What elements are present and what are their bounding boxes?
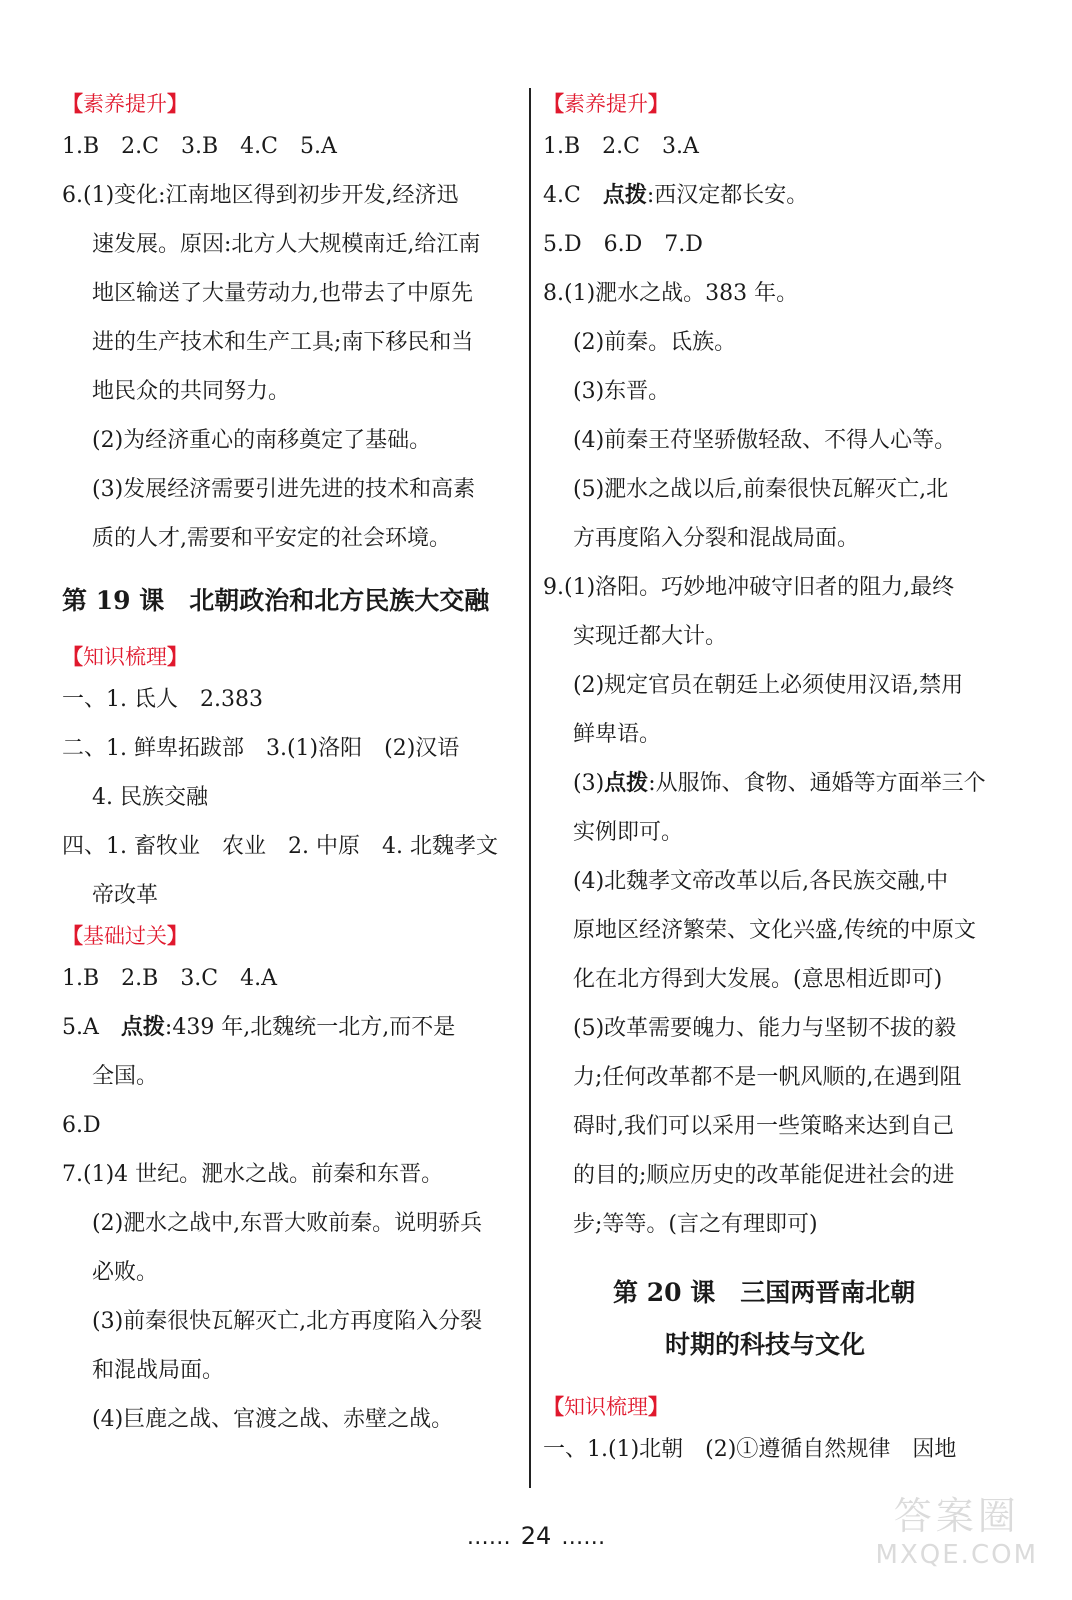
answer-line: 全国。 (92, 1064, 159, 1089)
answer-line: 四、1. 畜牧业 农业 2. 中原 4. 北魏孝文 (62, 834, 498, 859)
answer-line: (2)为经济重心的南移奠定了基础。 (92, 428, 432, 453)
answer-line: (4)前秦王苻坚骄傲轻敌、不得人心等。 (573, 428, 957, 453)
answer-line: 9.(1)洛阳。巧妙地冲破守旧者的阻力,最终 (543, 575, 955, 600)
answer-line: 速发展。原因:北方人大规模南迁,给江南 (92, 232, 481, 257)
answer-line: 二、1. 鲜卑拓跋部 3.(1)洛阳 (2)汉语 (62, 736, 460, 761)
section-heading: 【素养提升】 (62, 92, 188, 116)
answer-line: 4. 民族交融 (92, 785, 208, 810)
answer-line: 1.B 2.C 3.B 4.C 5.A (62, 134, 337, 159)
answer-line: 5.D 6.D 7.D (543, 232, 703, 257)
answer-line: 6.(1)变化:江南地区得到初步开发,经济迅 (62, 183, 459, 208)
answer-line: (3)前秦很快瓦解灭亡,北方再度陷入分裂 (92, 1309, 483, 1334)
answer-line: 和混战局面。 (92, 1358, 225, 1383)
answer-line: 的目的;顺应历史的改革能促进社会的进 (573, 1163, 955, 1188)
answer-line: 方再度陷入分裂和混战局面。 (573, 526, 860, 551)
answer-line: 地民众的共同努力。 (92, 379, 291, 404)
section-heading: 【知识梳理】 (543, 1395, 669, 1419)
answer-line: (2)前秦。氐族。 (573, 330, 737, 355)
answer-line: 必败。 (92, 1260, 159, 1285)
answer-line: 一、1. 氐人 2.383 (62, 687, 263, 712)
hint-label: 点拨 (602, 182, 647, 208)
answer-line: 5.A 点拨:439 年,北魏统一北方,而不是 (62, 1014, 456, 1040)
answer-line: 质的人才,需要和平安定的社会环境。 (92, 526, 451, 551)
section-heading: 【素养提升】 (543, 92, 669, 116)
answer-line: 步;等等。(言之有理即可) (573, 1212, 818, 1237)
answer-line: (5)改革需要魄力、能力与坚韧不拔的毅 (573, 1016, 957, 1041)
answer-line: 一、1.(1)北朝 (2)①遵循自然规律 因地 (543, 1437, 957, 1462)
answer-line: (2)淝水之战中,东晋大败前秦。说明骄兵 (92, 1211, 483, 1236)
answer-line: 力;任何改革都不是一帆风顺的,在遇到阻 (573, 1065, 962, 1090)
hint-label: 点拨 (604, 770, 649, 796)
answer-line: 原地区经济繁荣、文化兴盛,传统的中原文 (573, 918, 976, 943)
answer-line: 8.(1)淝水之战。383 年。 (543, 281, 799, 306)
answer-line: 地区输送了大量劳动力,也带去了中原先 (92, 281, 473, 306)
watermark-logo: 答案圈 MXQE.COM (875, 1494, 1038, 1570)
answer-line: 4.C 点拨:西汉定都长安。 (543, 182, 809, 208)
answer-line: 1.B 2.B 3.C 4.A (62, 966, 278, 991)
answer-line: 碍时,我们可以采用一些策略来达到自己 (573, 1114, 954, 1139)
answer-line: (3)点拨:从服饰、食物、通婚等方面举三个 (573, 770, 986, 796)
answer-line: (5)淝水之战以后,前秦很快瓦解灭亡,北 (573, 477, 949, 502)
lesson-title-cont: 时期的科技与文化 (665, 1330, 866, 1359)
lesson-title: 第 19 课 北朝政治和北方民族大交融 (62, 586, 490, 615)
answer-line: 化在北方得到大发展。(意思相近即可) (573, 967, 943, 992)
answer-line: 7.(1)4 世纪。淝水之战。前秦和东晋。 (62, 1162, 444, 1187)
section-heading: 【知识梳理】 (62, 645, 188, 669)
section-heading: 【基础过关】 (62, 924, 188, 948)
lesson-title: 第 20 课 三国两晋南北朝 (613, 1278, 916, 1307)
right-column (543, 88, 1013, 1474)
left-column (62, 88, 530, 1444)
answer-line: 鲜卑语。 (573, 722, 662, 747)
answer-line: (4)北魏孝文帝改革以后,各民族交融,中 (573, 869, 949, 894)
answer-line: (3)发展经济需要引进先进的技术和高素 (92, 477, 476, 502)
answer-line: 进的生产技术和生产工具;南下移民和当 (92, 330, 474, 355)
answer-line: 1.B 2.C 3.A (543, 134, 699, 159)
answer-line: (3)东晋。 (573, 379, 671, 404)
page-footer: …… 24 …… (466, 1522, 606, 1550)
answer-line: (4)巨鹿之战、官渡之战、赤壁之战。 (92, 1407, 454, 1432)
page-number: 24 (520, 1522, 552, 1550)
hint-label: 点拨 (120, 1014, 165, 1040)
answer-line: 实现迁都大计。 (573, 624, 728, 649)
answer-line: 6.D (62, 1113, 101, 1138)
answer-line: 帝改革 (92, 883, 159, 908)
answer-line: 实例即可。 (573, 820, 684, 845)
answer-line: (2)规定官员在朝廷上必须使用汉语,禁用 (573, 673, 964, 698)
